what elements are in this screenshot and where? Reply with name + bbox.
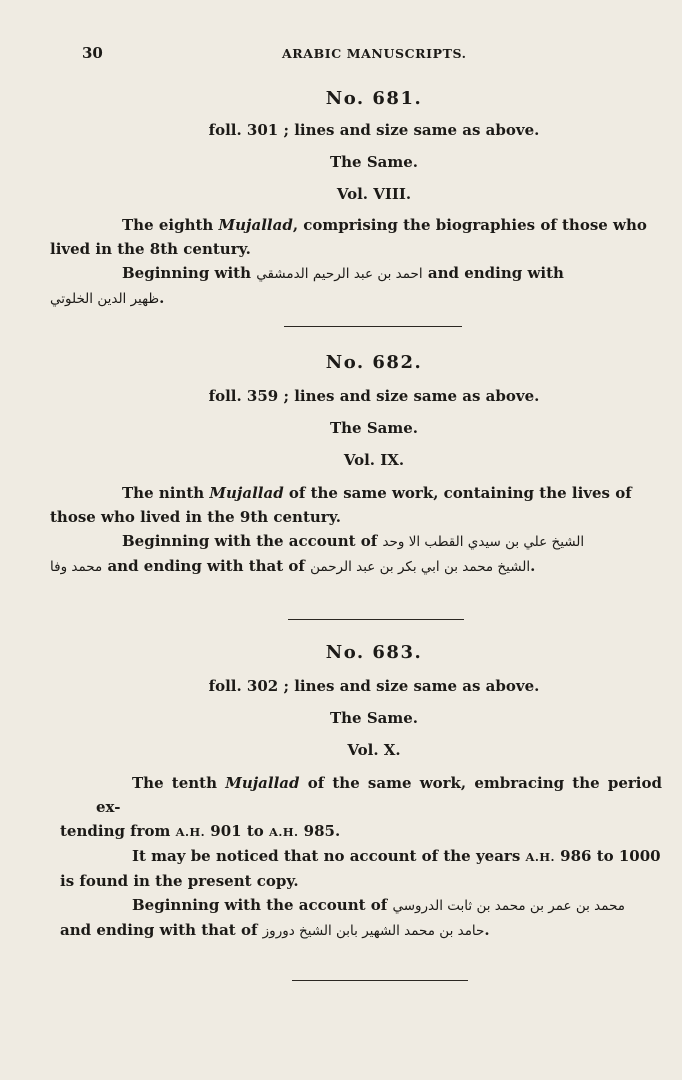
- page-number: 30: [82, 44, 103, 62]
- same-line: The Same.: [329, 153, 419, 171]
- entry-number: No. 681.: [325, 88, 423, 109]
- description-line-2: lived in the 8th century.: [50, 240, 251, 258]
- incipit-arabic: احمد بن عبد الرحيم الدمشقي: [256, 266, 423, 282]
- page-header: [82, 44, 662, 66]
- volume-line: Vol. VIII.: [336, 185, 412, 203]
- entry-number: No. 682.: [325, 352, 423, 373]
- description: The eighth Mujallad, comprising the biographies of those who lived in the 8th century.: [50, 216, 647, 258]
- entry-682: [50, 352, 662, 579]
- incipit: Beginning with احمد بن عبد الرحيم الدمشقي and ending with ظهير الدين الخلوتي.: [50, 264, 564, 307]
- entry-683: [60, 642, 662, 943]
- incipit-arabic-cont: محمد وفا: [50, 559, 103, 575]
- incipit: Beginning with the account of الشيخ علي بن سيدي القطب الا وحد محمد وفا and ending with that of الشيخ محمد بن ابي بكر بن عبد الرحمن.: [50, 532, 585, 575]
- section-divider: [292, 980, 468, 981]
- volume-line: Vol. IX.: [343, 451, 405, 469]
- running-head: ARABIC MANUSCRIPTS.: [282, 46, 467, 61]
- incipit: Beginning with the account of محمد بن عمر بن محمد بن ثابت الدروسي and ending with that of حامد بن محمد الشهير بابن الشيخ دوروز.: [60, 896, 626, 939]
- same-line: The Same.: [329, 709, 419, 727]
- description: The ninth Mujallad of the same work, containing the lives of those who lived in the 9th century.: [50, 484, 632, 526]
- volume-line: Vol. X.: [347, 741, 401, 759]
- incipit-arabic: محمد بن عمر بن محمد بن ثابت الدروسي: [392, 898, 626, 914]
- foll-line: foll. 359 ; lines and size same as above.: [208, 387, 540, 405]
- section-divider: [284, 326, 462, 327]
- incipit-arabic: الشيخ علي بن سيدي القطب الا وحد: [382, 534, 585, 550]
- entry-number: No. 683.: [325, 642, 423, 663]
- explicit-arabic: ظهير الدين الخلوتي: [50, 291, 160, 307]
- foll-line: foll. 302 ; lines and size same as above.: [208, 677, 540, 695]
- notice: It may be noticed that no account of the years A.H. 986 to 1000 is found in the present copy.: [60, 847, 661, 890]
- explicit-arabic: حامد بن محمد الشهير بابن الشيخ دوروز: [262, 923, 485, 939]
- foll-line: foll. 301 ; lines and size same as above.: [208, 121, 540, 139]
- explicit-arabic: الشيخ محمد بن ابي بكر بن عبد الرحمن: [310, 559, 531, 575]
- same-line: The Same.: [329, 419, 419, 437]
- entry-681: [50, 88, 662, 311]
- section-divider: [288, 619, 464, 620]
- description: The tenth Mujallad of the same work, embracing the period ex- tending from A.H. 901 to A.H. 985.: [60, 774, 662, 840]
